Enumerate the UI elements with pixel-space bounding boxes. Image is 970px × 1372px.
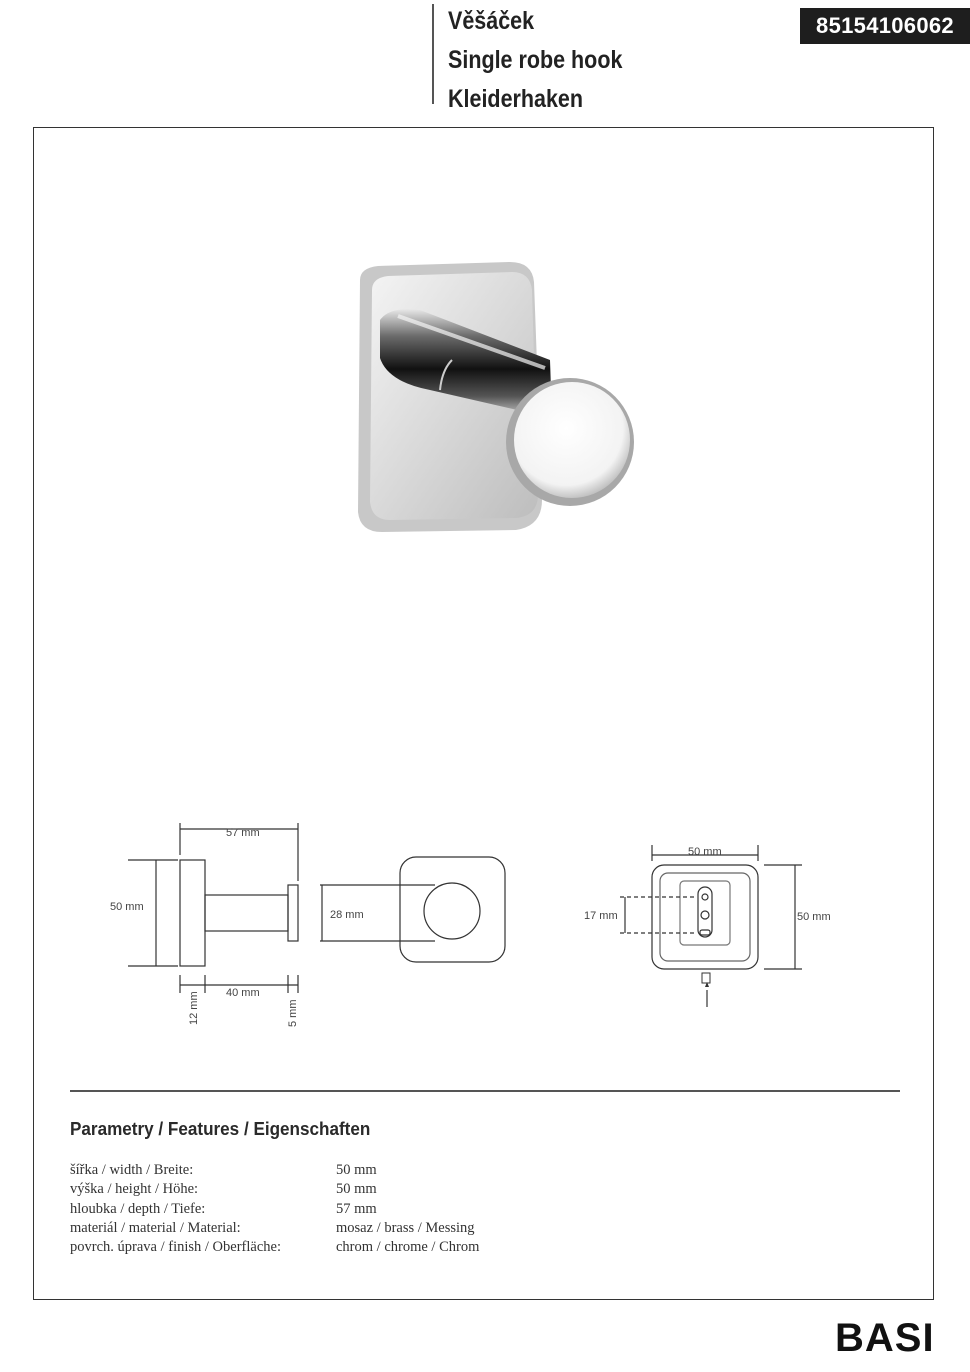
hook-cap [514, 382, 630, 498]
spec-label: materiál / material / Material: [70, 1219, 241, 1236]
features-heading: Parametry / Features / Eigenschaften [70, 1119, 371, 1139]
spec-row-height [70, 1180, 479, 1199]
spec-value: chrom / chrome / Chrom [336, 1239, 480, 1256]
dim-total-depth: 57 mm [226, 827, 260, 839]
technical-drawings [90, 815, 870, 1045]
features-separator [70, 1090, 900, 1092]
back-view-plate-inner [660, 873, 750, 961]
dim-plate-thickness: 12 mm [188, 991, 200, 1025]
spec-row-material [70, 1219, 479, 1238]
spec-label: povrch. úprava / finish / Oberfläche: [70, 1239, 281, 1256]
dim-cap-thickness: 5 mm [287, 999, 299, 1027]
dim-arm-length: 40 mm [226, 987, 260, 999]
dim-height-side: 50 mm [110, 901, 144, 913]
title-german: Kleiderhaken [448, 85, 584, 113]
dim-cap-diameter: 28 mm [330, 909, 364, 921]
front-view-cap [424, 883, 480, 939]
side-view-arm [205, 895, 288, 931]
title-divider [432, 4, 434, 104]
features-table [70, 1161, 479, 1257]
spec-value: 50 mm [336, 1181, 377, 1198]
spec-row-width [70, 1161, 479, 1180]
product-image-robe-hook [320, 250, 650, 550]
title-czech: Věšáček [448, 7, 535, 35]
dim-back-height: 50 mm [797, 911, 831, 923]
dim-hole-spacing: 17 mm [584, 910, 618, 922]
side-view-plate [180, 860, 205, 966]
side-view-cap [288, 885, 298, 941]
title-english: Single robe hook [448, 46, 623, 74]
spec-label: hloubka / depth / Tiefe: [70, 1200, 206, 1217]
brand-logo: BASI [835, 1316, 935, 1360]
spec-row-finish [70, 1238, 479, 1257]
product-code-badge: 85154106062 [800, 8, 970, 44]
dim-back-width: 50 mm [688, 846, 722, 858]
back-view-hole-mid [701, 911, 709, 919]
front-view-plate [400, 857, 505, 962]
product-titles [448, 2, 651, 119]
spec-row-depth [70, 1200, 479, 1219]
spec-label: výška / height / Höhe: [70, 1181, 199, 1198]
spec-value: 50 mm [336, 1162, 377, 1178]
back-view-hole-bottom [700, 930, 710, 935]
back-view-hole-top [702, 894, 708, 900]
spec-value: mosaz / brass / Messing [336, 1219, 475, 1236]
spec-label: šířka / width / Breite: [70, 1162, 194, 1178]
spec-value: 57 mm [336, 1200, 377, 1217]
